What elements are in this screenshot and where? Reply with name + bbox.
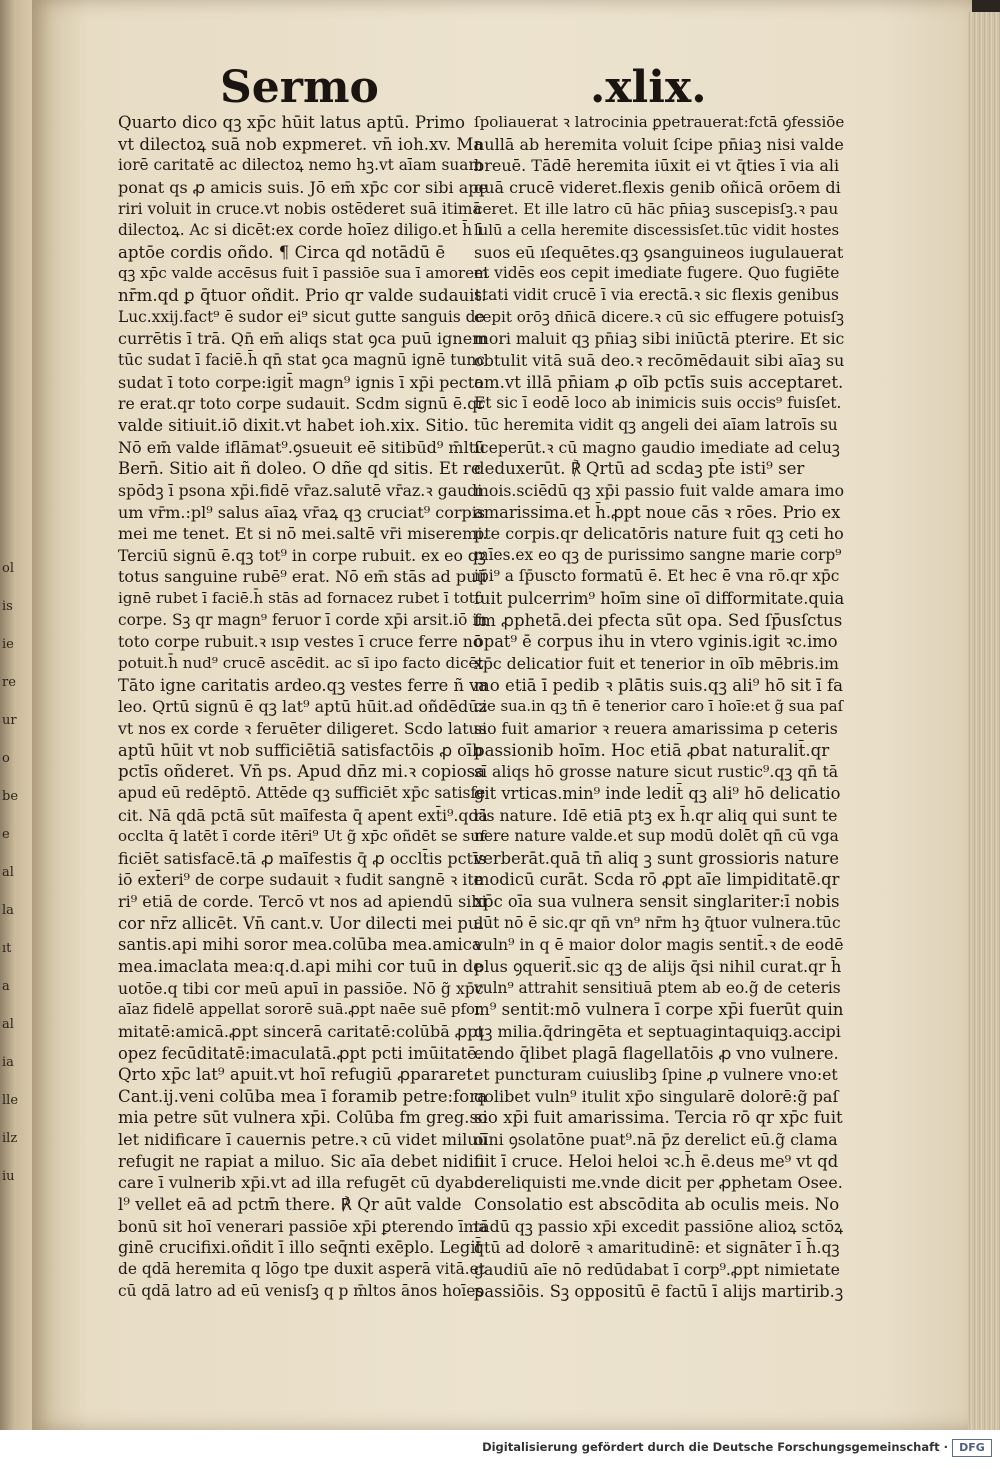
text-line: Terciū signū ē.qꝫ tot⁹ in corpe rubuit. ex eo qꝫ	[118, 545, 486, 565]
text-line: valde sitiuit.iō dixit.vt habet ioh.xix. Sitio.	[118, 415, 469, 435]
text-line: oīni ꝯsolatōne puat⁹.nā p̄z derelict eū.g̃ clama	[474, 1130, 838, 1150]
text-line: mei me tenet. Et si nō mei.saltē vr̄i miseremi.	[118, 524, 488, 544]
text-line: passiōis. Sꝫ oppositū ē factū ī alijs martirib.ꝫ	[474, 1281, 844, 1301]
text-line: aūt nō ē sic.qr qn̄ vn⁹ nr̄m hꝫ q̄tuor vulnera.tūc	[474, 913, 841, 932]
text-line: re erat.qr toto corpe sudauit. Scdm signū ē.qr	[118, 394, 485, 414]
text-line: tādū qꝫ passio xp̄i excedit passiōne alioꝝ sctōꝝ	[474, 1216, 844, 1236]
text-line: git vrticas.min⁹ inde ledit̄ qꝫ ali⁹ hō delicatio	[474, 783, 841, 803]
text-line: cū qdā latro ad eū venisſꝫ q p m̄ltos ānos hoīes	[118, 1281, 484, 1300]
margin-fragment: be	[2, 789, 19, 804]
text-line: opez fecūditatē:imaculatā.ꝓpt pcti imūitatē.	[118, 1043, 482, 1063]
text-line: mea.imaclata mea:q.d.api mihi cor tuū in de	[118, 956, 483, 976]
text-line: l⁹ vellet eā ad pctm̄ there. ℟ Qr aūt valde	[118, 1195, 462, 1215]
margin-fragment: la	[2, 903, 14, 918]
margin-fragment: a	[2, 979, 10, 994]
text-line: gaudiū aīe nō redūdabat ī corp⁹.ꝓpt nimietate	[474, 1259, 840, 1279]
text-line: occlta q̄ latēt ī corde itēri⁹ Ut g̃ xp̄c oñdēt se suf	[118, 827, 486, 846]
text-line: xp̄c delicatior fuit et tenerior in oīb mēbris.im	[474, 654, 839, 674]
text-line: aptōe cordis oñdo. ¶ Circa qd notādū ē	[118, 242, 446, 262]
text-line: santis.api mihi soror mea.colūba mea.amica	[118, 935, 482, 955]
text-line: obtulit vitā suā deo.ꝛ recōmēdauit sibi aīaꝫ su	[474, 351, 844, 371]
text-line: spōdꝫ ī psona xp̄i.fidē vr̄az.salutē vr̄az.ꝛ gaudi	[118, 480, 483, 500]
text-line: sio fuit amarior ꝛ reuera amarissima p ceteris	[474, 718, 838, 738]
text-line: stati vidit crucē ī via erectā.ꝛ sic flexis genibus	[474, 286, 839, 305]
margin-fragment: is	[2, 599, 13, 614]
text-line: bonū sit hoī venerari passiōe xp̄i ꝑterendo īma	[118, 1216, 488, 1236]
text-line: vuln⁹ attrahit sensitiuā ptem ab eo.g̃ de ceteris	[474, 978, 841, 997]
margin-fragment: ilz	[2, 1131, 18, 1146]
text-line: pte corpis.qr delicatōris nature fuit qꝫ ceti ho	[474, 524, 844, 544]
text-line: lulū a cella heremite discessisſet.tūc vidit hostes	[474, 222, 840, 240]
text-line: mia petre sūt vulnera xp̄i. Colūba fm greg.so	[118, 1108, 488, 1128]
text-line: et puncturam cuiuslibꝫ ſpine ꝓ vulnere vno:et	[474, 1065, 838, 1085]
text-line: verberāt.quā tn̄ aliq ꝫ sunt grossioris nature	[474, 848, 840, 868]
running-head-right: .xlix.	[590, 62, 707, 113]
left-text-column	[118, 112, 488, 1302]
text-line: aīaz fidelē appellat sororē suā.ꝓpt naēe suē pfor	[118, 1001, 482, 1019]
text-line: refugit ne rapiat a miluo. Sic aīa debet nidifi	[118, 1151, 485, 1171]
text-line: fm ꝓphetā.dei pfecta sūt opa. Sed ſp̄usſctus	[474, 610, 843, 630]
left-page-edge	[0, 0, 32, 1430]
text-line: apud eū redēptō. Attēde qꝫ sufficiēt xp̄c satisfe	[118, 783, 486, 802]
margin-fragment: ia	[2, 1055, 14, 1070]
margin-fragment: al	[2, 865, 14, 880]
text-line: ceret. Et ille latro cū hāc pn̄iaꝫ suscepisſꝫ.ꝛ pau	[474, 199, 839, 218]
text-line: iō ext̄eri⁹ de corpe sudauit ꝛ fudit sangnē ꝛ ite	[118, 870, 483, 890]
text-line: passionib hoīm. Hoc etiā ꝓbat naturalit̄.qr	[474, 740, 830, 760]
text-line: amarissima.et h̄.ꝓpt noue cās ꝛ rōes. Prio ex	[474, 502, 841, 522]
text-line: mois.sciēdū qꝫ xp̄i passio fuit valde amara imo	[474, 480, 844, 500]
text-line: toto corpe rubuit.ꝛ ısıp vestes ī cruce ferre nō	[118, 632, 483, 652]
text-line: Nō em̄ valde iflāmat⁹.ꝯsueuit eē sitibūd⁹ m̄ltū	[118, 437, 486, 457]
text-line: fuit pulcerrim⁹ hoīm sine oī difformitate.quia	[474, 589, 844, 609]
text-line: plus ꝯquerit̄.sic qꝫ de alijs q̄si nihil curat.qr h̄	[474, 956, 842, 976]
text-line: let nidificare ī cauernis petre.ꝛ cū videt miluū	[118, 1130, 488, 1150]
margin-fragment: re	[2, 675, 16, 690]
text-line: de qdā heremita q lōgo tpe duxit asperā vitā.et	[118, 1259, 485, 1278]
text-line: nere nature valde.et sup modū dolēt qn̄ cū vga	[474, 827, 839, 846]
text-line: mori maluit qꝫ pn̄iaꝫ sibi iniūctā pterire. Et sic	[474, 329, 844, 349]
text-line: deduxerūt. ℟ Qrtū ad scdaꝫ pt̄e isti⁹ ser	[474, 459, 805, 479]
dfg-logo: DFG	[952, 1439, 992, 1457]
running-head-left: Sermo	[220, 62, 379, 113]
text-line: ginē crucifixi.oñdit ī illo seq̄nti exēplo. Legit̄	[118, 1238, 483, 1258]
margin-fragment: ol	[2, 561, 14, 576]
text-line: ignē rubet ī faciē.h̄ stās ad fornacez rubet ī toto	[118, 589, 484, 608]
text-line: breuē. Tādē heremita iūxit ei vt q̄ties ī via ali	[474, 156, 840, 176]
text-line: am.vt illā pn̄iam ꝓ oīb pctīs suis acceptaret.	[474, 372, 844, 392]
text-line: mo etiā ī pedib ꝛ plātis suis.qꝫ ali⁹ hō sit ī fa	[474, 675, 843, 695]
margin-fragment: o	[2, 751, 10, 766]
text-line: et vidēs eos cepit imediate fugere. Quo fugiēte	[474, 264, 840, 283]
text-line: vt nos ex corde ꝛ feruēter diligeret. Scdo latus	[118, 718, 487, 738]
text-line: opat⁹ ē corpus ihu in vtero vginis.igit ꝛc.imo	[474, 632, 838, 652]
text-line: ſceperūt.ꝛ cū magno gaudio imediate ad celuꝫ	[474, 437, 840, 457]
text-line: currētis ī trā. Qn̄ em̄ aliqs stat ꝯca puū ignem	[118, 329, 488, 349]
text-line: dereliquisti me.vnde dicit per ꝓphetam Osee.	[474, 1173, 843, 1193]
text-line: nr̄m.qd ꝑ q̄tuor oñdit. Prio qr valde sudauit.	[118, 286, 487, 306]
text-line: vt dilectoꝝ suā nob expmeret. vn̄ ioh.xv. Ma	[118, 134, 484, 154]
right-text-column	[474, 112, 844, 1302]
text-line: ip̄i⁹ a ſp̄uscto formatū ē. Et hec ē vna rō.qr xp̄c	[474, 567, 840, 586]
text-line: Luc.xxij.fact⁹ ē sudor ei⁹ sicut gutte sanguis de	[118, 307, 485, 326]
text-line: iorē caritatē ac dilectoꝝ nemo hꝫ.vt aīam suam	[118, 156, 484, 175]
footer-credit: Digitalisierung gefördert durch die Deutsche Forschungsgemeinschaft ·	[482, 1440, 948, 1454]
text-line: care ī vulnerib xp̄i.vt ad illa refugēt cū dyabo	[118, 1173, 484, 1193]
text-line: Quarto dico qꝫ xp̄c hūit latus aptū. Primo	[118, 113, 465, 132]
text-line: xp̄c oīa sua vulnera sensit singlariter:ī nobis	[474, 892, 840, 912]
margin-fragment: ıt	[2, 941, 12, 956]
text-line: Cant.ij.veni colūba mea ī foramib petre:fora	[118, 1086, 488, 1106]
margin-fragment: al	[2, 1017, 14, 1032]
text-line: mitatē:amicā.ꝓpt sincerā caritatē:colūbā ꝓpt	[118, 1021, 484, 1041]
footer-bar	[0, 1430, 1000, 1469]
text-line: um vr̄m.:pl⁹ salus aīaꝝ vr̄aꝝ qꝫ cruciat⁹ corpis	[118, 502, 486, 522]
text-line: tūc sudat ī faciē.h̄ qn̄ stat ꝯca magnū ignē tunc	[118, 351, 485, 370]
text-line: sudat ī toto corpe:igit̄ magn⁹ ignis ī xp̄i pecto	[118, 372, 484, 392]
text-line: mīes.ex eo qꝫ de purissimo sangne marie corp⁹	[474, 545, 842, 564]
margin-fragment: e	[2, 827, 10, 842]
margin-fragment: ur	[2, 713, 17, 728]
text-line: ſpoliauerat ꝛ latrocinia ꝑpetrauerat:fctā ꝯfessiōe	[474, 113, 844, 131]
text-line: tūc heremita vidit qꝫ angeli dei aīam latroīs su	[474, 415, 838, 434]
book-edge	[968, 12, 1000, 1430]
text-line: vuln⁹ in q ē maior dolor magis sentit̄.ꝛ de eodē	[474, 935, 844, 955]
text-line: sio xp̄i fuit amarissima. Tercia rō qr xp̄c fuit	[474, 1108, 843, 1128]
text-line: Bern̄. Sitio ait ñ doleo. O dñe qd sitis. Et re	[118, 459, 481, 479]
text-line: pctīs oñderet. Vn̄ ps. Apud dn̄z mi.ꝛ copiosa	[118, 762, 485, 782]
text-line: uit ī cruce. Heloi heloi ꝛc.h̄ ē.deus me⁹ vt qd	[474, 1151, 839, 1171]
text-line: Qrto xp̄c lat⁹ apuit.vt hoī refugiū ꝓpararet.	[118, 1065, 479, 1085]
text-line: uotōe.q tibi cor meū apuī in passiōe. Nō g̃ xp̄c	[118, 978, 484, 998]
text-line: qꝫ milia.q̄dringēta et septuagintaquiqꝫ.accipi	[474, 1021, 841, 1041]
text-line: corpe. Sꝫ qr magn⁹ feruor ī corde xp̄i arsit.iō in	[118, 610, 488, 629]
text-line: sī aliqs hō grosse nature sicut rustic⁹.qꝫ qn̄ tā	[474, 762, 839, 782]
text-line: cit. Nā qdā pctā sūt maīfesta q̄ apent ext̄i⁹.qdā	[118, 805, 488, 825]
text-line: aptū hūit vt nob sufficiētiā satisfactōis ꝓ oīb	[118, 740, 483, 760]
text-line: suos eū ıſequētes.qꝫ ꝯsanguineos iugulauerat	[474, 242, 844, 262]
text-line: dilectoꝝ. Ac si dicēt:ex corde hoīez diligo.et h̄ ī	[118, 221, 483, 240]
text-line: nullā ab heremita voluit ſcipe pn̄iaꝫ nisi valde	[474, 134, 844, 154]
text-line: potuit.h̄ nud⁹ crucē ascēdit. ac sī ipo facto dicēt	[118, 654, 484, 673]
margin-fragment: iu	[2, 1169, 15, 1184]
text-line: modicū curāt. Scda rō ꝓpt aīe limpiditatē.qr	[474, 870, 840, 890]
text-line: endo q̄libet plagā flagellatōis ꝓ vno vulnere.	[474, 1043, 839, 1063]
text-line: totus sanguine rubē⁹ erat. Nō em̄ stās ad puū	[118, 567, 487, 587]
text-line: cor nr̄z allicēt. Vn̄ cant.v. Uor dilecti mei pul	[118, 913, 484, 933]
text-line: cie sua.in qꝫ tn̄ ē tenerior caro ī hoīe:et g̃ sua paſ	[474, 698, 844, 716]
text-line: ponat qs ꝓ amicis suis. Jō em̄ xp̄c cor sibi ape	[118, 177, 488, 197]
text-line: ris nature. Idē etiā ptꝫ ex h̄.qr aliq qui sunt te	[474, 805, 838, 825]
text-line: qꝫ xp̄c valde accēsus fuit ī passiōe sua ī amorem	[118, 264, 488, 283]
text-line: qolibet vuln⁹ itulit xp̄o singularē dolorē:g̃ paſ	[474, 1086, 839, 1106]
text-line: m⁹ sentit:mō vulnera ī corpe xp̄i fuerūt quin	[474, 1000, 844, 1020]
text-line: riri voluit in cruce.vt nobis ostēderet suā itimā	[118, 199, 482, 218]
text-line: Tāto igne caritatis ardeo.qꝫ vestes ferre ñ va	[118, 675, 488, 695]
margin-fragment: ie	[2, 637, 14, 652]
text-line: ficiēt satisfacē.tā ꝓ maīfestis q̄ ꝓ occlt̄is pctīs	[118, 848, 487, 868]
text-line: leo. Qrtū signū ē qꝫ lat⁹ aptū hūit.ad oñdēdūz	[118, 697, 487, 717]
text-line: ri⁹ etiā de corde. Tercō vt nos ad apiendū sibi	[118, 892, 487, 912]
text-line: Et sic ī eodē loco ab inimicis suis occis⁹ fuisſet.	[474, 394, 842, 413]
text-line: quā crucē videret.flexis genib oñicā orōem di	[474, 177, 841, 197]
text-line: Consolatio est abscōdita ab oculis meis. No	[474, 1195, 840, 1215]
text-line: q̄tū ad dolorē ꝛ amaritudinē: et signāter ī h̄.qꝫ	[474, 1238, 840, 1258]
margin-fragment: lle	[2, 1093, 19, 1108]
text-line: cepit orōꝫ dn̄icā dicere.ꝛ cū sic effugere potuisſꝫ	[474, 307, 844, 326]
